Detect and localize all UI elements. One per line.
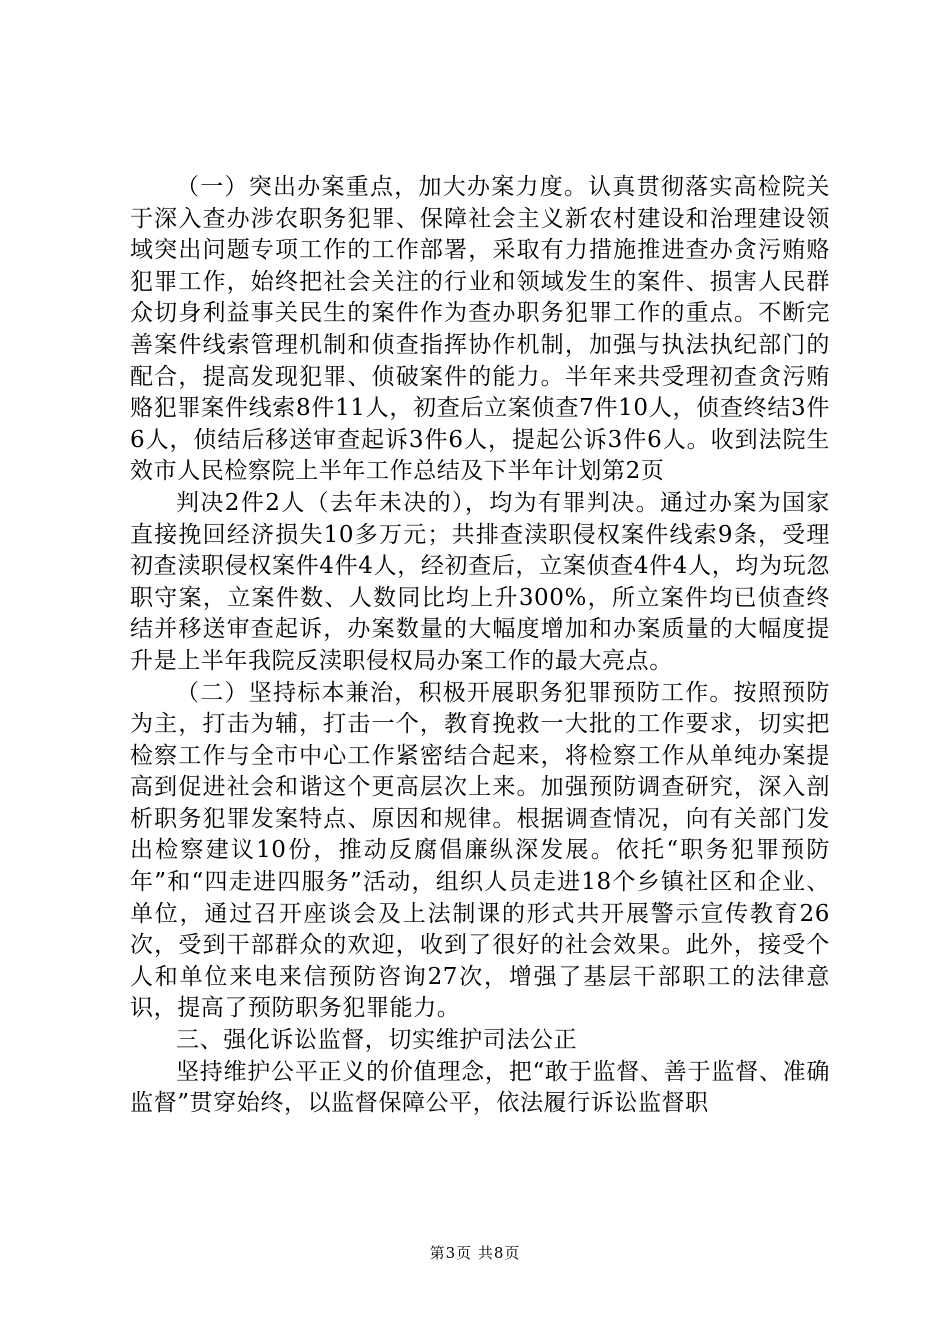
page-number-footer: 第3页 共8页 [429, 1244, 521, 1262]
paragraph-supervision: 坚持维护公平正义的价值理念，把“敢于监督、善于监督、准确监督”贯穿始终，以监督保障公平，依法履行诉讼监督职 [130, 1058, 830, 1117]
paragraph-prevention: （二）坚持标本兼治，积极开展职务犯罪预防工作。按照预防为主，打击为辅，打击一个，教育挽救一大批的工作要求，切实把检察工作与全市中心工作紧密结合起来，将检察工作从单纯办案提高到促进社会和谐这个更高层次上来。加强预防调查研究，深入剖析职务犯罪发案特点、原因和规律。根据调查情况，向有关部门发出检察建议10份，推动反腐倡廉纵深发展。依托“职务犯罪预防年”和“四走进四服务”活动，组织人员走进18个乡镇社区和企业、单位，通过召开座谈会及上法制课的形式共开展警示宣传教育26次，受到干部群众的欢迎，收到了很好的社会效果。此外，接受个人和单位来电来信预防咨询27次，增强了基层干部职工的法律意识，提高了预防职务犯罪能力。 [130, 679, 830, 1022]
paragraph-case-handling: （一）突出办案重点，加大办案力度。认真贯彻落实高检院关于深入查办涉农职务犯罪、保障社会主义新农村建设和治理建设领域突出问题专项工作的工作部署，采取有力措施推进查办贪污贿赂犯罪工作，始终把社会关注的行业和领域发生的案件、损害人民群众切身利益事关民生的案件作为查办职务犯罪工作的重点。不断完善案件线索管理机制和侦查指挥协作机制，加强与执法执纪部门的配合，提高发现犯罪、侦破案件的能力。半年来共受理初查贪污贿赂犯罪案件线索8件11人，初查后立案侦查7件10人，侦查终结3件6人，侦结后移送审查起诉3件6人，提起公诉3件6人。收到法院生效市人民检察院上半年工作总结及下半年计划第2页 [130, 174, 830, 485]
section-heading-litigation-supervision: 三、强化诉讼监督，切实维护司法公正 [176, 1027, 578, 1054]
paragraph-judgment: 判决2件2人（去年未决的），均为有罪判决。通过办案为国家直接挽回经济损失10多万元；共排查渎职侵权案件线索9条，受理初查渎职侵权案件4件4人，经初查后，立案侦查4件4人，均为玩忽职守案，立案件数、人数同比均上升300%，所立案件均已侦查终结并移送审查起诉，办案数量的大幅度增加和办案质量的大幅度提升是上半年我院反渎职侵权局办案工作的最大亮点。 [130, 489, 830, 674]
document-body [130, 172, 830, 1120]
